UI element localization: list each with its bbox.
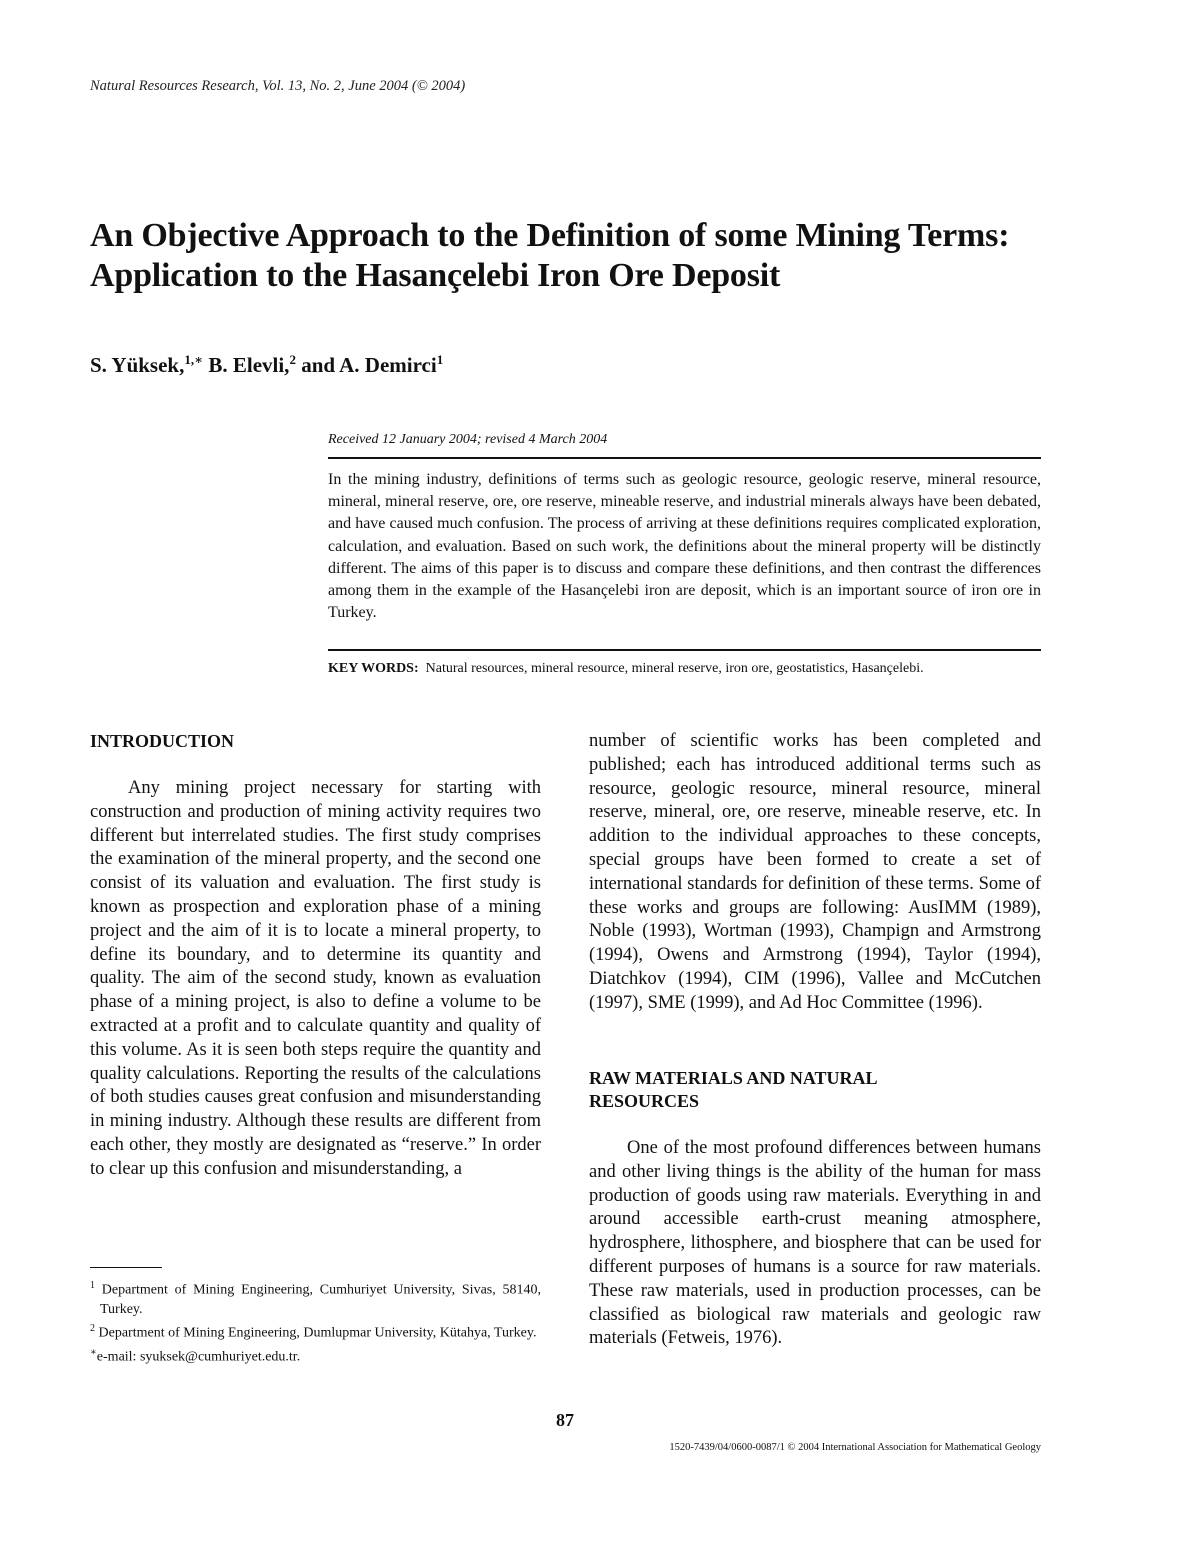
right-column <box>589 730 1041 1016</box>
footnotes <box>90 1276 541 1367</box>
footnote-text: Department of Mining Engineering, Cumhuriyet University, Sivas, 58140, Turkey. <box>100 1282 542 1317</box>
author-name: S. Yüksek, <box>90 353 185 377</box>
section-heading-line: RAW MATERIALS AND NATURAL <box>589 1068 878 1088</box>
footnote-1 <box>90 1276 541 1319</box>
abstract-top-rule <box>328 457 1041 459</box>
paper-title: An Objective Approach to the Definition of some Mining Terms: Application to the Hasançelebi Iron Ore Deposit <box>90 217 1010 294</box>
author-name: B. Elevli, <box>203 353 290 377</box>
keywords-label: KEY WORDS: <box>328 661 419 676</box>
abstract-bottom-rule <box>328 649 1041 651</box>
author-affiliation-mark: 1,∗ <box>184 352 204 367</box>
journal-citation: Natural Resources Research, Vol. 13, No. 2, June 2004 (© 2004) <box>90 78 466 94</box>
section-heading-introduction: INTRODUCTION <box>90 731 235 751</box>
copyright-line: 1520-7439/04/0600-0087/1 © 2004 International Association for Mathematical Geology <box>669 1442 1041 1453</box>
left-column <box>90 777 541 1182</box>
right-column-section-body <box>589 1137 1041 1351</box>
received-dates: Received 12 January 2004; revised 4 March 2004 <box>328 432 608 447</box>
author-name: and A. Demirci <box>295 353 437 377</box>
section-heading-raw-materials <box>589 1067 878 1113</box>
intro-continuation-paragraph: number of scientific works has been completed and published; each has introduced additional terms such as resource, geologic resource, mineral resource, mineral reserve, mineral, ore, ore reserve, mineable reserve, etc. In addition to the individual approaches to these concepts, special groups have been formed to create a set of international standards for definition of these terms. Some of these works and groups are following: AusIMM (1989), Noble (1993), Wortman (1993), Champign and Armstrong (1994), Owens and Armstrong (1994), Taylor (1994), Diatchkov (1994), CIM (1996), Vallee and McCutchen (1997), SME (1999), and Ad Hoc Committee (1996). <box>589 731 1041 1013</box>
section-heading-line: RESOURCES <box>589 1091 700 1111</box>
footnote-2 <box>90 1319 541 1343</box>
footnote-mark: 1 <box>90 1280 95 1291</box>
keywords <box>328 661 1041 677</box>
raw-materials-paragraph: One of the most profound differences between humans and other living things is the ability of the human for mass production of goods using raw materials. Everything in and around accessible earth-crust meaning atmosphere, hydrosphere, lithosphere, and biosphere that can be used for different purposes of humans is a source for raw materials. These raw materials, used in production processes, can be classified as biological raw materials and geologic raw materials (Fetweis, 1976). <box>589 1138 1041 1349</box>
page-number: 87 <box>556 1410 574 1430</box>
footnote-text: e-mail: syuksek@cumhuriyet.edu.tr. <box>96 1349 301 1365</box>
footnote-email <box>90 1343 541 1367</box>
abstract-text: In the mining industry, definitions of terms such as geologic resource, geologic reserve, mineral resource, mineral, mineral reserve, ore, ore reserve, mineable reserve, and industrial minerals always have been debated, and have caused much confusion. The process of arriving at these definitions requires complicated exploration, calculation, and evaluation. Based on such work, the definitions about the mineral property will be distinctly different. The aims of this paper is to discuss and compare these definitions, and then contrast the differences among them in the example of the Hasançelebi iron are deposit, which is an important source of iron ore in Turkey. <box>328 471 1041 622</box>
footnote-mark: 2 <box>90 1323 95 1335</box>
footnote-text: Department of Mining Engineering, Dumlupmar University, Kütahya, Turkey. <box>98 1325 537 1341</box>
author-list <box>90 352 443 378</box>
footnote-rule <box>90 1267 162 1268</box>
footnote-mark: ∗ <box>90 1346 97 1358</box>
intro-paragraph: Any mining project necessary for starting with construction and production of mining activity requires two different but interrelated studies. The first study comprises the examination of the mineral property, and the second one consist of its valuation and evaluation. The first study is known as prospection and exploration phase of a mining project and the aim of it is to locate a mineral property, to define its boundary, and to determine its quantity and quality. The aim of the second study, known as evaluation phase of a mining project, is also to define a volume to be extracted at a profit and to calculate quantity and quality of this volume. As it is seen both steps require the quantity and quality calculations. Reporting the results of the calculations of both studies causes great confusion and misunderstanding in mining industry. Although these results are different from each other, they mostly are designated as “reserve.” In order to clear up this confusion and misunderstanding, a <box>90 778 541 1179</box>
keywords-text: Natural resources, mineral resource, mineral reserve, iron ore, geostatistics, Hasançelebi. <box>425 661 924 676</box>
author-affiliation-mark: 1 <box>436 352 444 367</box>
author-affiliation-mark: 2 <box>289 352 296 367</box>
